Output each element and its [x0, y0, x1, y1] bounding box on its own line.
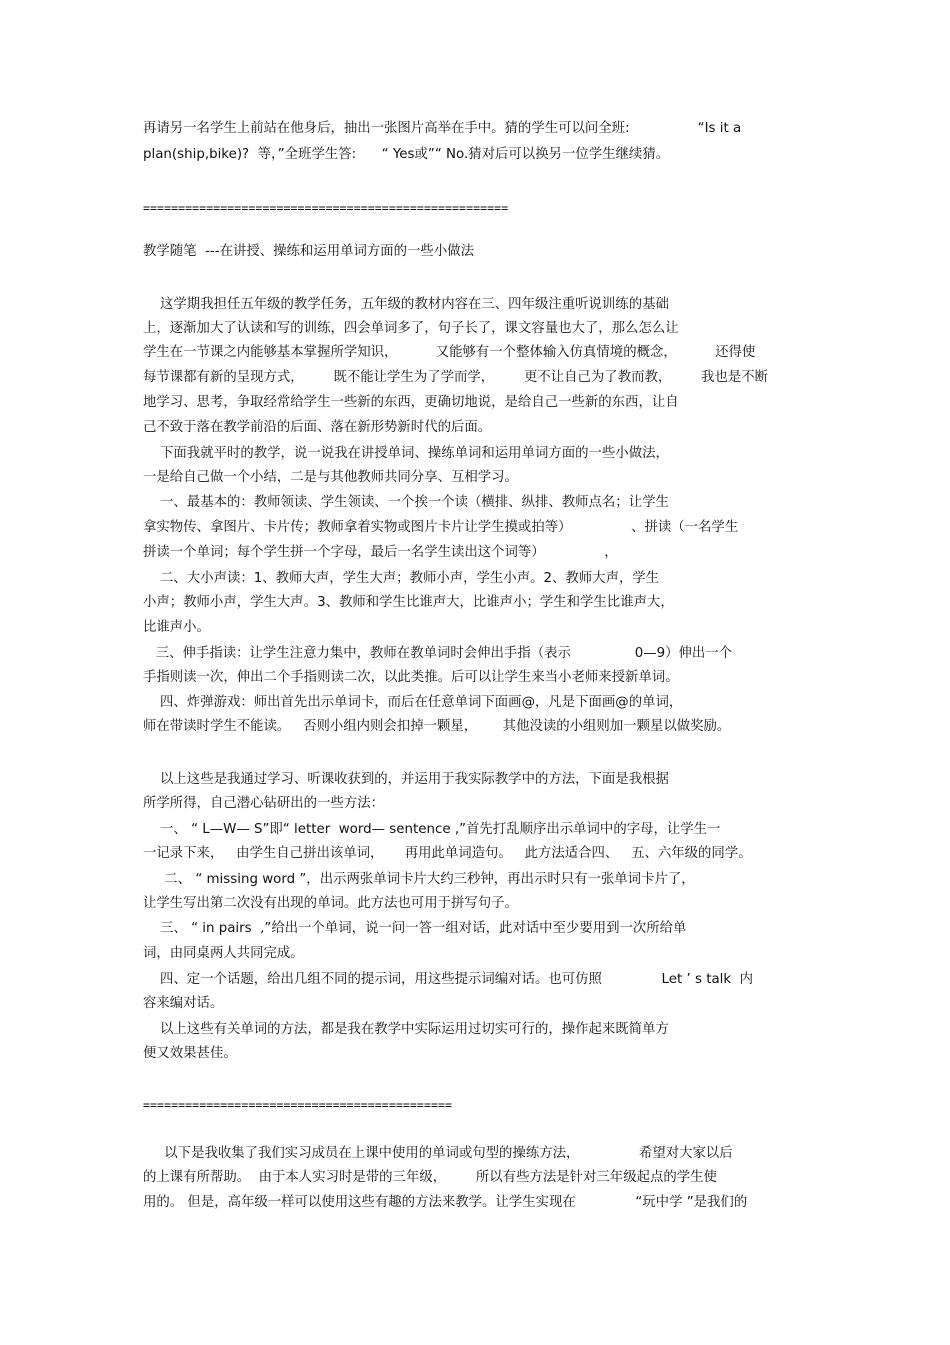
- text-line: 这学期我担任五年级的教学任务，五年级的教材内容在三、四年级注重听说训练的基础: [143, 297, 669, 312]
- text-line: 师在带读时学生不能读。 否则小组内则会扣掉一颗星， 其他没读的小组则加一颗星以做奖励。: [143, 719, 731, 734]
- text-line: 地学习、思考，争取经常给学生一些新的东西，更确切地说，是给自己一些新的东西，让自: [143, 395, 679, 410]
- text-line: 三、伸手指读：让学生注意力集中，教师在教单词时会伸出手指（表示 0—9）伸出一个: [143, 646, 733, 661]
- text-line: plan(ship,bike)? 等，”全班学生答: “ Yes或”“ No.猜对后可以换另一位学生继续猜。: [143, 147, 670, 162]
- text-line: 每节课都有新的呈现方式， 既不能让学生为了学而学， 更不让自己为了教而教， 我也是不断: [143, 370, 769, 385]
- text-line: 以下是我收集了我们实习成员在上课中使用的单词或句型的操练方法， 希望对大家以后: [143, 1146, 733, 1161]
- text-line: 所学所得，自己潜心钻研出的一些方法：: [143, 796, 385, 811]
- text-line: 二、大小声读：1、教师大声，学生大声；教师小声，学生小声。2、教师大声，学生: [143, 571, 660, 586]
- text-line: 一、 “ L—W— S”即“ letter word— sentence ,”首先打乱顺序出示单词中的字母，让学生一: [143, 822, 721, 837]
- text-line: 手指则读一次，伸出二个手指则读二次，以此类推。后可以让学生来当小老师来授新单词。: [143, 670, 679, 685]
- text-line: 学生在一节课之内能够基本掌握所学知识， 又能够有一个整体输入仿真情境的概念， 还得使: [143, 345, 756, 360]
- text-line: 以上这些是我通过学习、听课收获到的，并运用于我实际教学中的方法，下面是我根据: [143, 772, 669, 787]
- text-line: 己不致于落在教学前沿的后面、落在新形势新时代的后面。: [143, 420, 492, 435]
- text-line: 拿实物传、拿图片、卡片传；教师拿着实物或图片卡片让学生摸或拍等） 、拼读（一名学生: [143, 520, 739, 535]
- text-line: 四、炸弹游戏：师出首先出示单词卡，而后在任意单词下面画@，凡是下面画@的单词，: [143, 695, 683, 710]
- text-line: 以上这些有关单词的方法，都是我在教学中实际运用过切实可行的，操作起来既简单方: [143, 1022, 669, 1037]
- text-line: 拼读一个单词；每个学生拼一个字母，最后一名学生读出这个词等） ，: [143, 545, 618, 560]
- text-line: 词，由同桌两人共同完成。: [143, 946, 304, 961]
- text-line: 比谁声小。: [143, 620, 210, 635]
- text-line: 三、 “ in pairs ,”给出一个单词，说一问一答一组对话，此对话中至少要用到一次所给单: [143, 921, 687, 936]
- text-line: 一、最基本的：教师领读、学生领读、一个挨一个读（横排、纵排、教师点名；让学生: [143, 495, 669, 510]
- text-line: 的上课有所帮助。 由于本人实习时是带的三年级， 所以有些方法是针对三年级起点的学生使: [143, 1170, 717, 1185]
- section-title: 教学随笔 ---在讲授、操练和运用单词方面的一些小做法: [143, 244, 474, 259]
- text-line: 一是给自己做一个小结，二是与其他教师共同分享、互相学习。: [143, 470, 518, 485]
- text-line: 上，逐渐加大了认读和写的训练，四会单词多了，句子长了，课文容量也大了，那么怎么让: [143, 321, 679, 336]
- separator-line: ====================================================: [143, 201, 509, 215]
- text-line: 小声；教师小声，学生大声。3、教师和学生比谁声大，比谁声小；学生和学生比谁声大，: [143, 595, 674, 610]
- text-line: 二、 “ missing word ”，出示两张单词卡片大约三秒钟，再出示时只有一张单词卡片了，: [143, 872, 695, 887]
- text-line: 让学生写出第二次没有出现的单词。此方法也可用于拼写句子。: [143, 896, 518, 911]
- text-line: 四、定一个话题，给出几组不同的提示词，用这些提示词编对话。也可仿照 Let ’ s talk 内: [143, 972, 754, 987]
- text-line: 下面我就平时的教学，说一说我在讲授单词、操练单词和运用单词方面的一些小做法，: [143, 446, 669, 461]
- text-line: 便又效果甚佳。: [143, 1046, 237, 1061]
- text-line: 容来编对话。: [143, 996, 224, 1011]
- text-line: 用的。 但是，高年级一样可以使用这些有趣的方法来教学。让学生实现在 “玩中学 ”是我们的: [143, 1195, 748, 1210]
- text-line: 一记录下来， 由学生自己拼出该单词， 再用此单词造句。 此方法适合四、 五、六年级的同学。: [143, 846, 752, 861]
- separator-line: ============================================: [143, 1098, 453, 1112]
- text-line: 再请另一名学生上前站在他身后，抽出一张图片高举在手中。猜的学生可以问全班: “Is it a: [143, 121, 742, 136]
